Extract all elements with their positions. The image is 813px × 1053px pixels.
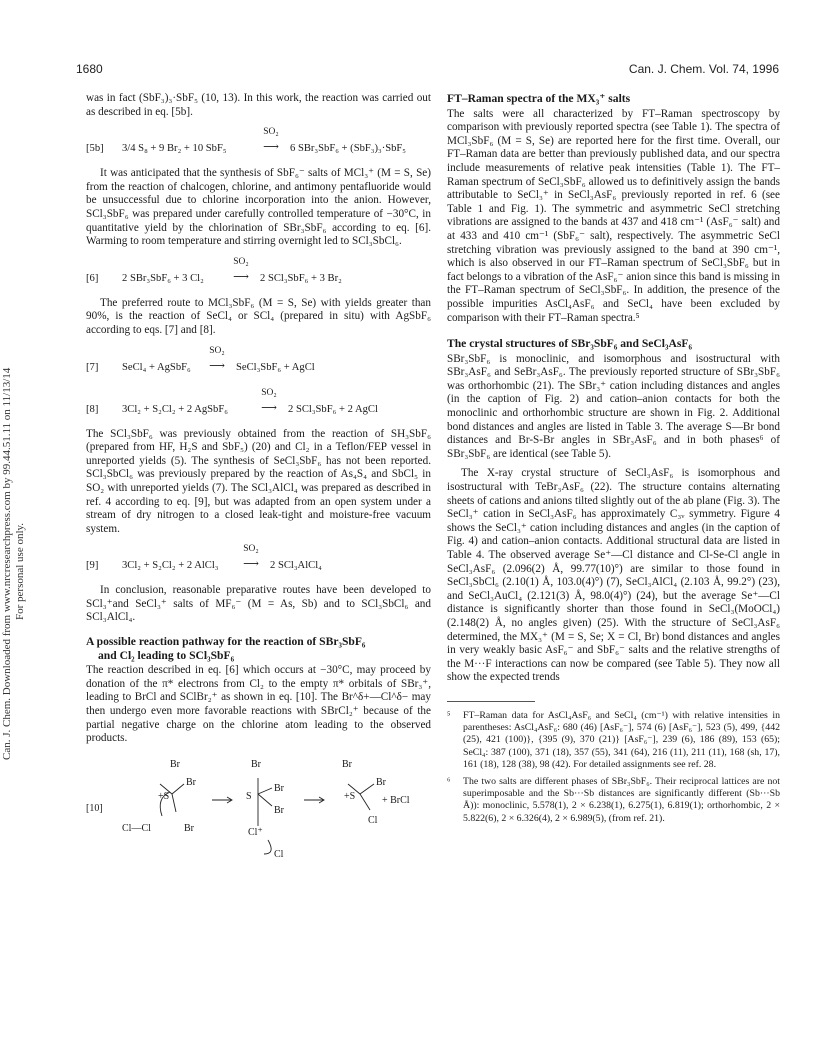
electron-arrow bbox=[264, 840, 271, 854]
paragraph: The preferred route to MCl₃SbF₆ (M = S, Se) with yields greater than 90%, is the reaction of SeCl₄ or SCl₄ (prepared in situ) with AgSbF₆ according to eqs. [7] and [8]. bbox=[86, 296, 431, 336]
equation-6 bbox=[86, 255, 431, 291]
section-heading: FT–Raman spectra of the MX₃⁺ salts bbox=[447, 92, 631, 105]
equation-number: [10] bbox=[86, 802, 103, 814]
section-heading-line: and Cl₂ leading to SCl₃SbF₆ bbox=[98, 648, 235, 662]
footnote-5 bbox=[447, 710, 780, 771]
download-notice-line: Can. J. Chem. Downloaded from www.nrcresearchpress.com by 99.44.51.11 on 11/13/14 bbox=[1, 367, 13, 760]
paragraph: It was anticipated that the synthesis of SbF₆⁻ salts of MCl₃⁺ (M = S, Se) from the reaction of chalcogen, chlorine, and antimony pentafluoride would be unsuccessful due to chlorine incorporation into the anion. However, SCl₃SbF₆ was prepared under carefully controlled temperature of −30°C, in quantitative yield by the chlorination of SBr₃SbF₆ according to eq. [6]. Warming to room temperature and stirring overnight led to SCl₃SbCl₆. bbox=[86, 167, 431, 248]
right-column bbox=[447, 92, 780, 830]
atom-label: +S bbox=[344, 790, 356, 802]
equation-products: 6 SBr₃SbF₆ + (SbF₃)₃·SbF₅ bbox=[290, 143, 406, 155]
paragraph: The reaction described in eq. [6] which occurs at −30°C, may proceed by donation of the π* electrons from Cl₂ to the empty π* orbitals of SBr₃⁺, leading to BrCl and SClBr₂⁺ as shown in eq. [10]. The Br^δ+—Cl^δ− may then undergo even more favorable reactions with SBrCl₂⁺ because of the partial negative charge on the chlorine atom leading to the observed products. bbox=[86, 664, 431, 745]
reaction-arrow bbox=[202, 346, 232, 371]
equation-reactants: SeCl₄ + AgSbF₆ bbox=[122, 361, 191, 373]
paragraph: The salts were all characterized by FT–Raman spectroscopy by comparison with previously reported spectra (see Table 1). The spectra of MCl₃SbF₆ (M = S, Se) are reported here for the first time. Overall, our FT–Raman data are better than previously published data, and our spectra include measurements of relative peak intensities (Table 1). The FT–Raman spectrum of SeCl₃SbF₆ allowed us to definitively assign the bands attributable to SeCl₃⁺ in SeCl₃AsF₆ previously reported in ref. 6 (see Table 1 and Fig. 1). The symmetric and asymmetric SeCl stretching vibrations are assigned to the bands at 437 and 418 cm⁻¹ (AsF₆⁻ salt) and at 433 and 410 cm⁻¹ (SbF₆⁻ salt), respectively. The asymmetric SeCl stretching vibration was previously assigned to the band at 390 cm⁻¹, which is also observed in our FT–Raman spectrum of SeCl₃SbF₆ but in fact belongs to a vibration of the AsF₆⁻ anion since this band is missing in the FT–Raman spectrum of SeCl₃SbF₆. In addition, the presence of the possible impurities AsCl₄AsF₆ and SeCl₄ have been excluded by comparison with their FT–Raman spectra.⁵ bbox=[447, 107, 780, 324]
footnote-mark: ⁶ bbox=[447, 775, 451, 787]
section-heading bbox=[86, 635, 431, 662]
page-header bbox=[76, 62, 779, 78]
reaction-arrow bbox=[236, 544, 266, 569]
right-arrow-icon: ⟶ bbox=[263, 141, 279, 154]
paragraph: The SCl₃SbF₆ was previously obtained from the reaction of SH₃SbF₆ (prepared from HF, H₂S and SbF₅) (20) and Cl₂ in a Teflon/FEP vessel in unreported yields (5). The synthesis of SeCl₃SbF₆ has not been reported. SCl₃SbCl₆ was previously prepared by the reaction of As₄S₄ and SbCl₅ in SO₂ with unreported yields (7). The SCl₃AlCl₄ was prepared as described in ref. 4 according to eq. [9], but was adapted from an open system under a stream of dry nitrogen to a closed leak-tight and moisture-free vacuum system. bbox=[86, 427, 431, 535]
right-arrow-icon: ⟶ bbox=[243, 558, 259, 571]
byproduct-label: + BrCl bbox=[382, 794, 410, 806]
arrow-solvent-label: SO₂ bbox=[261, 387, 277, 398]
arrow-solvent-label: SO₂ bbox=[209, 345, 225, 356]
arrow-solvent-label: SO₂ bbox=[243, 544, 259, 555]
paragraph: In conclusion, reasonable preparative routes have been developed to SCl₃⁺and SeCl₃⁺ salts of MF₆⁻ (M = As, Sb) and to SCl₃SbCl₆ and SCl₃AlCl₄. bbox=[86, 584, 431, 624]
equation-9 bbox=[86, 542, 431, 578]
section-heading: The crystal structures of SBr₃SbF₆ and SeCl₃AsF₆ bbox=[447, 337, 692, 351]
equation-7 bbox=[86, 344, 431, 380]
reaction-arrow bbox=[256, 127, 286, 152]
atom-label: Cl bbox=[368, 814, 378, 826]
atom-label: Br bbox=[274, 804, 284, 816]
footnote-text: The two salts are different phases of SBr₃SbF₆. Their reciprocal lattices are not superimposable and the Sb···Sb distances are significantly different (Sb···Sb Å)): monoclinic, 5.578(1), 2 × 6.238(1), 6.275(1), 6.819(1); orthorhombic, 2 × 5.822(6), 2 × 6.326(4), 2 × 6.989(5), (from ref. 21). bbox=[463, 775, 780, 824]
footnote-mark: ⁵ bbox=[447, 709, 451, 721]
equation-8 bbox=[86, 386, 431, 422]
bond-line bbox=[172, 784, 184, 794]
equation-number: [6] bbox=[86, 272, 99, 284]
section-heading-line: A possible reaction pathway for the reaction of SBr₃SbF₆ bbox=[86, 635, 366, 649]
equation-reactants: 3Cl₂ + S₂Cl₂ + 2 AlCl₃ bbox=[122, 560, 219, 572]
arrow-solvent-label: SO₂ bbox=[233, 256, 249, 267]
atom-label: Br bbox=[184, 822, 194, 834]
atom-label: Cl bbox=[274, 848, 284, 860]
atom-label: Br bbox=[251, 758, 261, 770]
atom-label: Cl⁺ bbox=[248, 826, 263, 838]
right-arrow-icon: ⟶ bbox=[233, 270, 249, 283]
left-column bbox=[86, 92, 431, 874]
equation-number: [7] bbox=[86, 361, 99, 373]
equation-5b bbox=[86, 125, 431, 161]
reaction-scheme-10 bbox=[86, 754, 431, 874]
page-number: 1680 bbox=[76, 62, 103, 76]
bond-line bbox=[360, 784, 374, 794]
download-sidebar bbox=[0, 0, 26, 1053]
equation-reactants: 3Cl₂ + S₂Cl₂ + 2 AgSbF₆ bbox=[122, 403, 228, 415]
footnote-6 bbox=[447, 776, 780, 825]
atom-label: S bbox=[246, 790, 252, 802]
footnote-divider bbox=[447, 701, 535, 702]
equation-reactants: 2 SBr₃SbF₆ + 3 Cl₂ bbox=[122, 272, 204, 284]
scheme-bonds bbox=[86, 754, 431, 874]
reaction-arrow bbox=[226, 257, 256, 282]
equation-products: 2 SCl₃AlCl₄ bbox=[270, 560, 322, 572]
atom-label: +S bbox=[158, 790, 170, 802]
bond-line bbox=[258, 788, 272, 794]
arrow-solvent-label: SO₂ bbox=[263, 127, 279, 138]
equation-number: [5b] bbox=[86, 143, 104, 155]
paragraph: The X-ray crystal structure of SeCl₃AsF₆ is isomorphous and isostructural with TeBr₃AsF₆ (22). The structure contains alternating sheets of cations and anions tilted slightly out of the ab plane (Fig. 3). The SeCl₃⁺ cation in SeCl₃AsF₆ has approximately C₃ᵥ symmetry. Figure 4 shows the SeCl₃⁺ cation including distances and angles (in the caption of Fig. 4) and cation–anion contacts. Additional structural data are listed in Table 4. The observed average Se⁺—Cl distance and Cl-Se-Cl angle in SeCl₃AsF₆ (2.096(2) Å, 99.77(10)°) are similar to those found in SeCl₃SbCl₆ (2.10(1) Å, 103.0(4)°) (7), SeCl₃AlCl₄ (2.103 Å, 99.2°) (23), and SeCl₃AuCl₄ (2.121(3) Å, 98.0(4)°) (24), but the average Se⁺—Cl distance is significantly shorter than those found in SeCl₃(MoOCl₄) (2.148(2) Å, no angles given) (25). With the structure of SeCl₃AsF₆ determined, the MX₃⁺ (M = S, Se; X = Cl, Br) bond distances and angles in very weakly basic AsF₆⁻ and SbF₆⁻ salts and the relative strengths of the M···F interactions can now be compared (see Table 5). They now all show the expected trends bbox=[447, 467, 780, 684]
atom-label: Cl—Cl bbox=[122, 822, 151, 834]
equation-products: SeCl₃SbF₆ + AgCl bbox=[236, 361, 315, 373]
download-notice bbox=[1, 368, 27, 760]
atom-label: Br bbox=[274, 782, 284, 794]
atom-label: Br bbox=[186, 776, 196, 788]
personal-use-line: For personal use only. bbox=[14, 522, 26, 620]
paragraph: was in fact (SbF₃)₃·SbF₅ (10, 13). In this work, the reaction was carried out as described in eq. [5b]. bbox=[86, 92, 431, 118]
right-arrow-icon: ⟶ bbox=[261, 401, 277, 414]
bond-line bbox=[172, 794, 176, 812]
reaction-arrow bbox=[254, 388, 284, 413]
equation-products: 2 SCl₃SbF₆ + 3 Br₂ bbox=[260, 272, 342, 284]
bond-line bbox=[360, 794, 370, 810]
equation-products: 2 SCl₃SbF₆ + 2 AgCl bbox=[288, 403, 378, 415]
equation-reactants: 3/4 S₈ + 9 Br₂ + 10 SbF₅ bbox=[122, 143, 227, 155]
atom-label: Br bbox=[376, 776, 386, 788]
atom-label: Br bbox=[342, 758, 352, 770]
footnote-text: FT–Raman data for AsCl₄AsF₆ and SeCl₄ (cm⁻¹) with relative intensities in parentheses: AsCl₄AsF₆: 680 (46) [AsF₆⁻], 574 (6) [AsF₆⁻], 523 (5), 499, {442 (25), 421 (100)}, {395 (9), 370 (21)} [AsF₆⁻], 239 (6), 186 (89), 153 (65); SeCl₄: 387 (100), 371 (18), 357 (55), 341 (64), 216 (11), 211 (11), 168 (sh, 17), 161 (18), 128 (38), 98 (42). For detailed assignments see ref. 28. bbox=[463, 709, 780, 770]
paragraph: SBr₃SbF₆ is monoclinic, and isomorphous and isostructural with SBr₃AsF₆ and SeBr₃AsF₆. The previously reported structure of SBr₃SbF₆ was orthorhombic (21). The SBr₃⁺ cation including distances and angles (in the caption of Fig. 2) and cation–anion contacts for both the monoclinic and orthorhombic structure are shown in Fig. 2. Additional bond distances and angles are listed in Table 3. The average S—Br bond distances and Br-S-Br angles in SBr₃AsF₆ and in both phases⁶ of SBr₃SbF₆ are identical (see Table 5). bbox=[447, 352, 780, 460]
equation-number: [9] bbox=[86, 560, 99, 572]
right-arrow-icon: ⟶ bbox=[209, 359, 225, 372]
equation-number: [8] bbox=[86, 403, 99, 415]
atom-label: Br bbox=[170, 758, 180, 770]
journal-reference: Can. J. Chem. Vol. 74, 1996 bbox=[628, 62, 779, 76]
bond-line bbox=[258, 794, 272, 806]
